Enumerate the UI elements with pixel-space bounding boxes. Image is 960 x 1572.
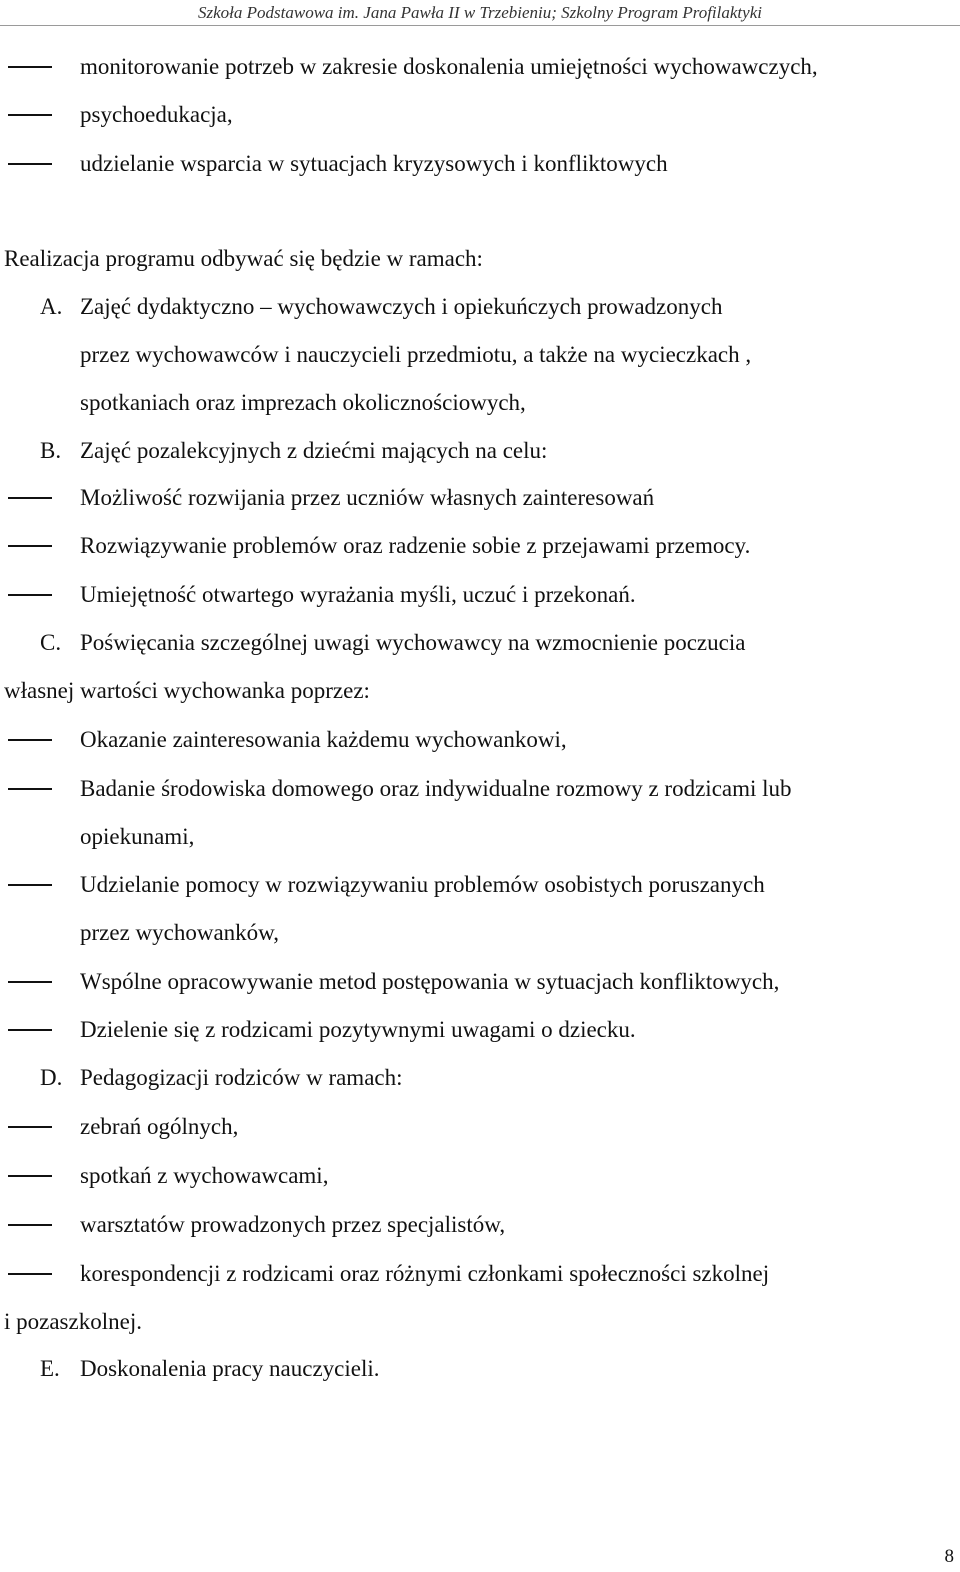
section-a-line: Zajęć dydaktyczno – wychowawczych i opiekuńczych prowadzonych <box>80 294 723 319</box>
section-c-heading: Poświęcania szczególnej uwagi wychowawcy na wzmocnienie poczucia <box>80 630 746 655</box>
list-item: monitorowanie potrzeb w zakresie doskonalenia umiejętności wychowawczych, <box>80 54 818 79</box>
list-item: Możliwość rozwijania przez uczniów własnych zainteresowań <box>80 485 655 510</box>
list-item-cont: przez wychowanków, <box>80 920 280 945</box>
header-divider <box>0 25 960 26</box>
list-item: Badanie środowiska domowego oraz indywidualne rozmowy z rodzicami lub <box>80 776 792 801</box>
page-number: 8 <box>944 1546 954 1567</box>
list-item: Dzielenie się z rodzicami pozytywnymi uwagami o dziecku. <box>80 1017 636 1042</box>
dash-bullet <box>8 114 52 116</box>
dash-bullet <box>8 66 52 68</box>
dash-bullet <box>8 497 52 499</box>
section-c-marker: C. <box>40 630 62 655</box>
list-item: warsztatów prowadzonych przez specjalistów, <box>80 1212 506 1237</box>
list-item: Okazanie zainteresowania każdemu wychowankowi, <box>80 727 567 752</box>
dash-bullet <box>8 1029 52 1031</box>
dash-bullet <box>8 1273 52 1275</box>
list-item: Udzielanie pomocy w rozwiązywaniu problemów osobistych poruszanych <box>80 872 765 897</box>
section-d-marker: D. <box>40 1065 63 1090</box>
section-a-marker: A. <box>40 294 63 319</box>
section-a-line: spotkaniach oraz imprezach okolicznościowych, <box>80 390 526 415</box>
list-item-cont: opiekunami, <box>80 824 195 849</box>
page-header: Szkoła Podstawowa im. Jana Pawła II w Trzebieniu; Szkolny Program Profilaktyki <box>198 3 762 22</box>
section-d-heading: Pedagogizacji rodziców w ramach: <box>80 1065 403 1090</box>
dash-bullet <box>8 981 52 983</box>
realizacja-paragraph: Realizacja programu odbywać się będzie w ramach: <box>4 246 483 271</box>
list-item-cont: i pozaszkolnej. <box>4 1309 142 1334</box>
list-item: Wspólne opracowywanie metod postępowania w sytuacjach konfliktowych, <box>80 969 780 994</box>
section-e-marker: E. <box>40 1356 60 1381</box>
dash-bullet <box>8 1175 52 1177</box>
list-item: spotkań z wychowawcami, <box>80 1163 329 1188</box>
dash-bullet <box>8 1126 52 1128</box>
section-c-heading-cont: własnej wartości wychowanka poprzez: <box>4 678 370 703</box>
dash-bullet <box>8 545 52 547</box>
section-b-heading: Zajęć pozalekcyjnych z dziećmi mających na celu: <box>80 438 548 463</box>
dash-bullet <box>8 788 52 790</box>
section-e-heading: Doskonalenia pracy nauczycieli. <box>80 1356 380 1381</box>
dash-bullet <box>8 739 52 741</box>
section-a-line: przez wychowawców i nauczycieli przedmiotu, a także na wycieczkach , <box>80 342 752 367</box>
list-item: korespondencji z rodzicami oraz różnymi członkami społeczności szkolnej <box>80 1261 770 1286</box>
dash-bullet <box>8 884 52 886</box>
dash-bullet <box>8 163 52 165</box>
dash-bullet <box>8 594 52 596</box>
dash-bullet <box>8 1224 52 1226</box>
list-item: zebrań ogólnych, <box>80 1114 239 1139</box>
section-b-marker: B. <box>40 438 62 463</box>
list-item: udzielanie wsparcia w sytuacjach kryzysowych i konfliktowych <box>80 151 668 176</box>
list-item: Rozwiązywanie problemów oraz radzenie sobie z przejawami przemocy. <box>80 533 751 558</box>
list-item: Umiejętność otwartego wyrażania myśli, uczuć i przekonań. <box>80 582 636 607</box>
list-item: psychoedukacja, <box>80 102 233 127</box>
